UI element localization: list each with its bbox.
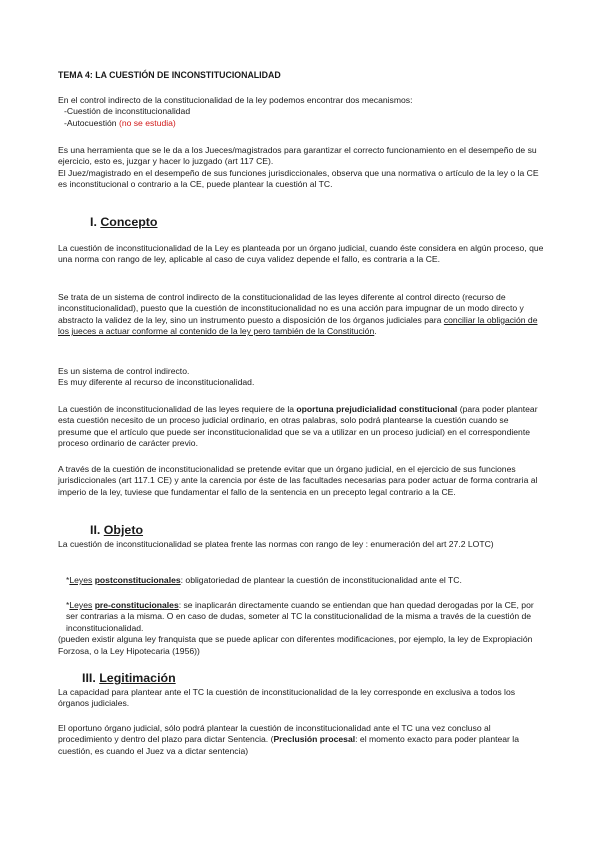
section-1-paragraph-1: La cuestión de inconstitucionalidad de la Ley es planteada por un órgano judicial, cuando éste considera en algún proceso, que una norma con rango de ley, aplicable al caso de cuya validez depende el fallo, es contraria a la CE. (58, 243, 544, 265)
section-1-underlined-phrase: conciliar la obligación de los jueces a actuar conforme al contenido de la ley pero también de la Constitución (58, 314, 538, 337)
section-1-paragraph-4-rest: (para poder plantear esta cuestión necesito de un proceso judicial ordinario, en otras palabras, solo podrá plantearse la cuestión cuando se presume que el artículo que puede ser inconstitucionalidad que se va a utilizar en un proceso judicial) en el correspondiente proceso ordinario de carácter previo. (58, 404, 538, 449)
section-1-paragraph-4-start: La cuestión de inconstitucionalidad de las leyes requiere de la (58, 404, 295, 414)
bullet-1-star: * (66, 575, 70, 585)
section-2-paragraph-1: La cuestión de inconstitucionalidad se platea frente las normas con rango de ley : enumeración del art 27.2 LOTC) (58, 539, 494, 549)
section-3-paragraph-2-rest: : el momento exacto para poder plantear la cuestión, es cuando el Juez va a dictar sentencia) (58, 734, 519, 756)
section-3-bold-phrase: Preclusión procesal (273, 734, 356, 745)
section-1-paragraph-5: A través de la cuestión de inconstitucionalidad se pretende evitar que un órgano judicial, en el ejercicio de sus funciones jurisdiccionales (art 117.1 CE) y ante la carencia por éste de las facultades necesarias para poder actuar de forma contraria al imperio de la ley, tuviese que fundamentar el fallo de la sentencia en un precepto legal contrario a la CE. (58, 464, 538, 497)
section-1-paragraph-2-text: Se trata de un sistema de control indirecto de la constitucionalidad de las leyes diferente al control directo (recurso de inconstitucionalidad), puesto que la cuestión de inconstitucionalidad no es una acción para impugnar de un modo directo y abstracto la validez de la ley, sino un instrumento puesto a disposición de los órganos judiciales para (58, 292, 524, 325)
bullet-2-rest: : se inaplicarán directamente cuando se entiendan que han quedad derogadas por la CE, por ser contrarias a la misma. O en caso de dudas, someter al TC la constitucionalidad de la misma a través de la cuestión de inconstitucionalidad. (66, 600, 534, 633)
intro-block (58, 95, 544, 129)
section-2-bullet-1 (58, 575, 544, 586)
bullet-1-bold: postconstitucionales (94, 575, 181, 585)
bullet-2-star: * (66, 600, 70, 610)
definition-paragraph-1: Es una herramienta que se le da a los Jueces/magistrados para garantizar el correcto funcionamiento en el desempeño de su ejercicio, esto es, juzgar y hacer lo juzgado (art 117 CE). (58, 145, 537, 167)
section-1-bold-phrase: oportuna prejudicialidad constitucional (296, 404, 458, 414)
bullet-2-parenthetical: (pueden existir alguna ley franquista que se puede aplicar con diferentes modificaciones, por ejemplo, la ley de Expropiación Forzosa, o la Ley Hipotecaria (1956)) (58, 634, 533, 656)
intro-item-2-text: -Autocuestión (64, 117, 117, 128)
bullet-2-bold: pre-constitucionales (94, 600, 179, 610)
section-1-heading (90, 215, 157, 229)
section-3-heading (82, 671, 176, 685)
section-1-title: Concepto (100, 215, 158, 229)
section-1-paragraph-2 (58, 292, 544, 338)
section-1-line-a: Es un sistema de control indirecto. (58, 366, 190, 376)
section-3-title: Legitimación (99, 671, 176, 685)
section-3-number: III. (82, 671, 96, 685)
section-1-paragraph-3 (58, 366, 544, 389)
section-1-line-b: Es muy diferente al recurso de inconstitucionalidad. (58, 377, 255, 388)
section-2-bullet-2 (58, 600, 544, 657)
intro-item-2 (58, 118, 544, 129)
bullet-2-underlined: Leyes (69, 600, 93, 610)
intro-line: En el control indirecto de la constitucionalidad de la ley podemos encontrar dos mecanismos: (58, 95, 413, 105)
section-1-paragraph-4 (58, 404, 544, 450)
section-2-title: Objeto (103, 523, 144, 537)
section-2-heading (90, 523, 143, 537)
intro-item-2-note: (no se estudia) (118, 117, 176, 128)
section-1-paragraph-2-end: . (374, 326, 377, 337)
section-3-paragraph-1: La capacidad para plantear ante el TC la cuestión de inconstitucionalidad de la ley corresponde en exclusiva a todos los órganos judiciales. (58, 687, 516, 709)
definition-block (58, 145, 544, 191)
section-3-paragraph-2 (58, 723, 544, 757)
document-title: TEMA 4: LA CUESTIÓN DE INCONSTITUCIONALIDAD (58, 70, 281, 80)
bullet-1-rest: : obligatoriedad de plantear la cuestión de inconstitucionalidad ante el TC. (180, 575, 462, 585)
section-1-number: I. (90, 215, 97, 229)
intro-item-1: -Cuestión de inconstitucionalidad (64, 106, 191, 117)
bullet-1-underlined: Leyes (69, 575, 93, 585)
section-2-number: II. (90, 523, 101, 537)
section-3-paragraph-2-start: El oportuno órgano judicial, sólo podrá plantear la cuestión de inconstitucionalidad ante el TC una vez concluso al procedimiento y dentro del plazo para dictar Sentencia. ( (58, 723, 491, 745)
definition-paragraph-2: El Juez/magistrado en el desempeño de sus funciones jurisdiccionales, observa que una normativa o artículo de la ley o la CE es inconstitucional o contrario a la CE, puede plantear la cuestión al TC. (58, 167, 539, 190)
